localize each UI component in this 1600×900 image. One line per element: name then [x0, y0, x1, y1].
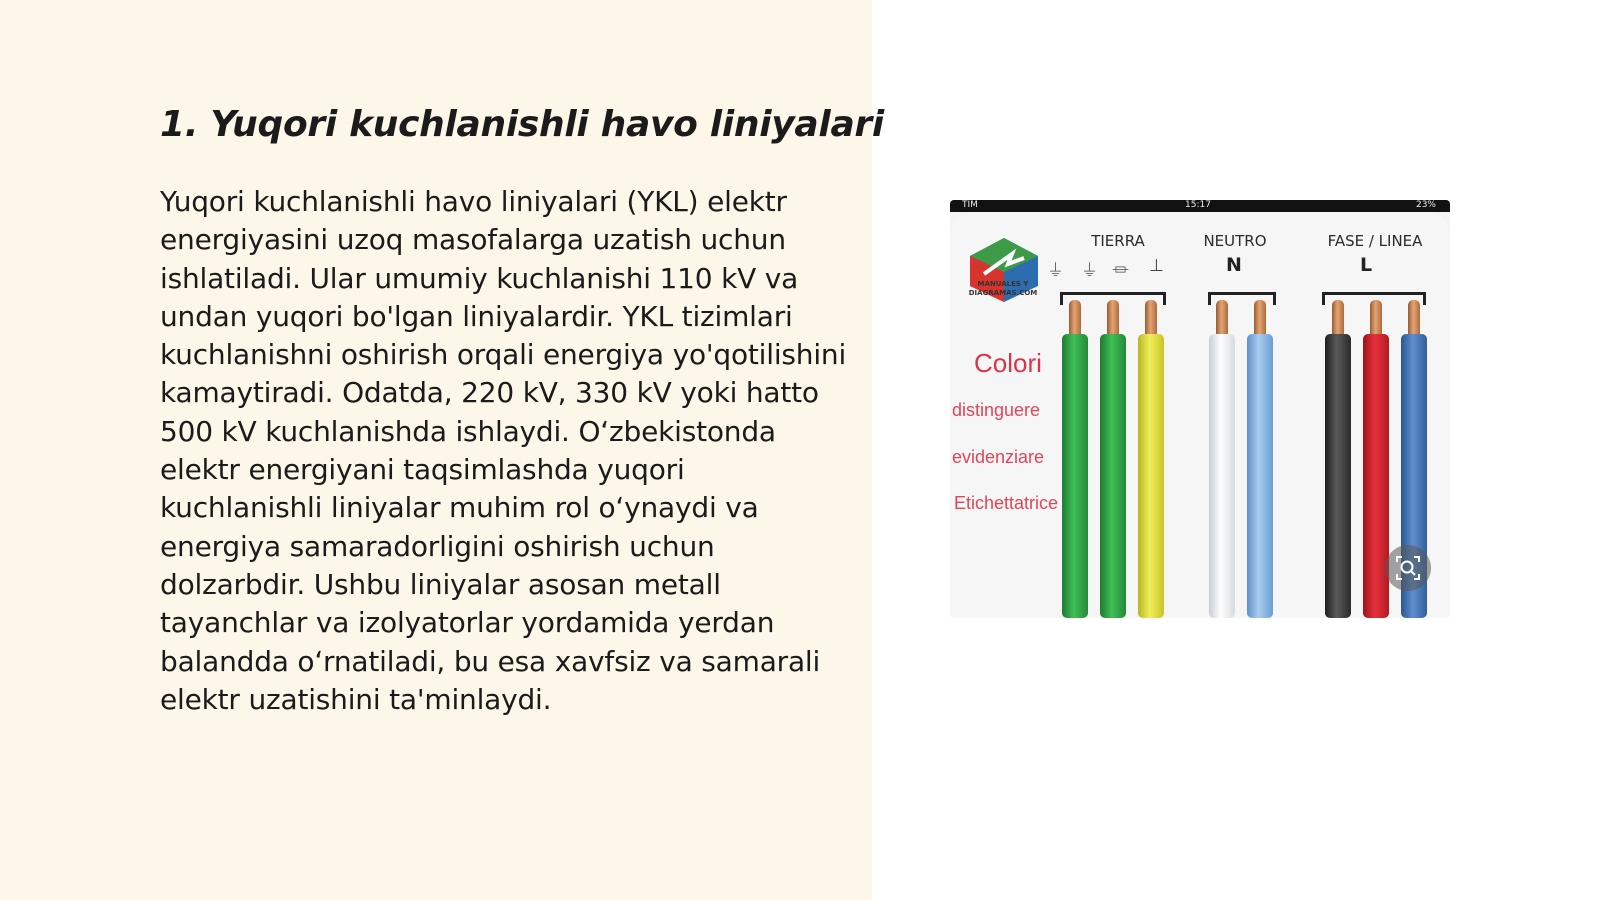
wire-green-1	[1062, 334, 1088, 618]
copper-core	[1216, 300, 1228, 338]
logo-icon	[964, 224, 1044, 314]
wire-green-2	[1100, 334, 1126, 618]
wire-diagram-card	[950, 212, 1450, 618]
overlay-word: Etichettatrice	[954, 493, 1059, 513]
overlay-word: distinguere	[952, 400, 1041, 420]
copper-core	[1370, 300, 1382, 338]
wire-yellow-green	[1138, 334, 1164, 618]
overlay-word: evidenziare	[952, 447, 1045, 467]
copper-core	[1145, 300, 1157, 338]
group-label-neutro: NEUTRO	[1203, 232, 1267, 250]
carrier-label: TIM	[962, 200, 978, 210]
logo-text: MANUALES Y DIAGRAMAS.COM	[968, 280, 1038, 297]
status-time: 15:17	[1185, 200, 1211, 210]
copper-core	[1069, 300, 1081, 338]
overlay-heading: Colori	[974, 348, 1042, 378]
wire-black	[1325, 334, 1351, 618]
copper-core	[1254, 300, 1266, 338]
earth-symbol-icon: ⊥	[1149, 256, 1164, 276]
wire-red	[1363, 334, 1389, 618]
slide-title: 1. Yuqori kuchlanishli havo liniyalari	[160, 104, 884, 145]
wire-colors-photo	[950, 200, 1450, 618]
neutral-letter: N	[1226, 254, 1242, 276]
ground-symbol-icon: ⏚	[1047, 261, 1064, 281]
copper-core	[1332, 300, 1344, 338]
lens-search-icon	[1385, 545, 1431, 591]
battery-level: 23%	[1415, 200, 1436, 210]
slide-body-text: Yuqori kuchlanishli havo liniyalari (YKL) elektr energiyasini uzoq masofalarga uzatish uchun ishlatiladi. Ular umumiy kuchlanishi 110 kV va undan yuqori bo'lgan liniyalardir. YKL tizimlari kuchlanishni oshirish orqali energiya yo'qotilishini kamaytiradi. Odatda, 220 kV, 330 kV yoki hatto 500 kV kuchlanishda ishlaydi. Oʻzbekistonda elektr energiyani taqsimlashda yuqori kuchlanishli liniyalar muhim rol oʻynaydi va energiya samaradorligini oshirish uchun dolzarbdir. Ushbu liniyalar asosan metall tayanchlar va izolyatorlar yordamida yerdan balandda oʻrnatiladi, bu esa xavfsiz va samarali elektr uzatishini ta'minlaydi.	[160, 185, 847, 716]
copper-core	[1408, 300, 1420, 338]
phase-letter: L	[1359, 254, 1373, 276]
phone-status-bar	[950, 200, 1450, 212]
copper-core	[1107, 300, 1119, 338]
chassis-ground-icon: ⏛	[1112, 261, 1129, 281]
group-label-fase: FASE / LINEA	[1327, 232, 1423, 250]
wire-white	[1209, 334, 1235, 618]
wire-light-blue	[1247, 334, 1273, 618]
group-label-tierra: TIERRA	[1091, 232, 1145, 250]
ground-symbol-icon: ⏚	[1081, 261, 1098, 281]
